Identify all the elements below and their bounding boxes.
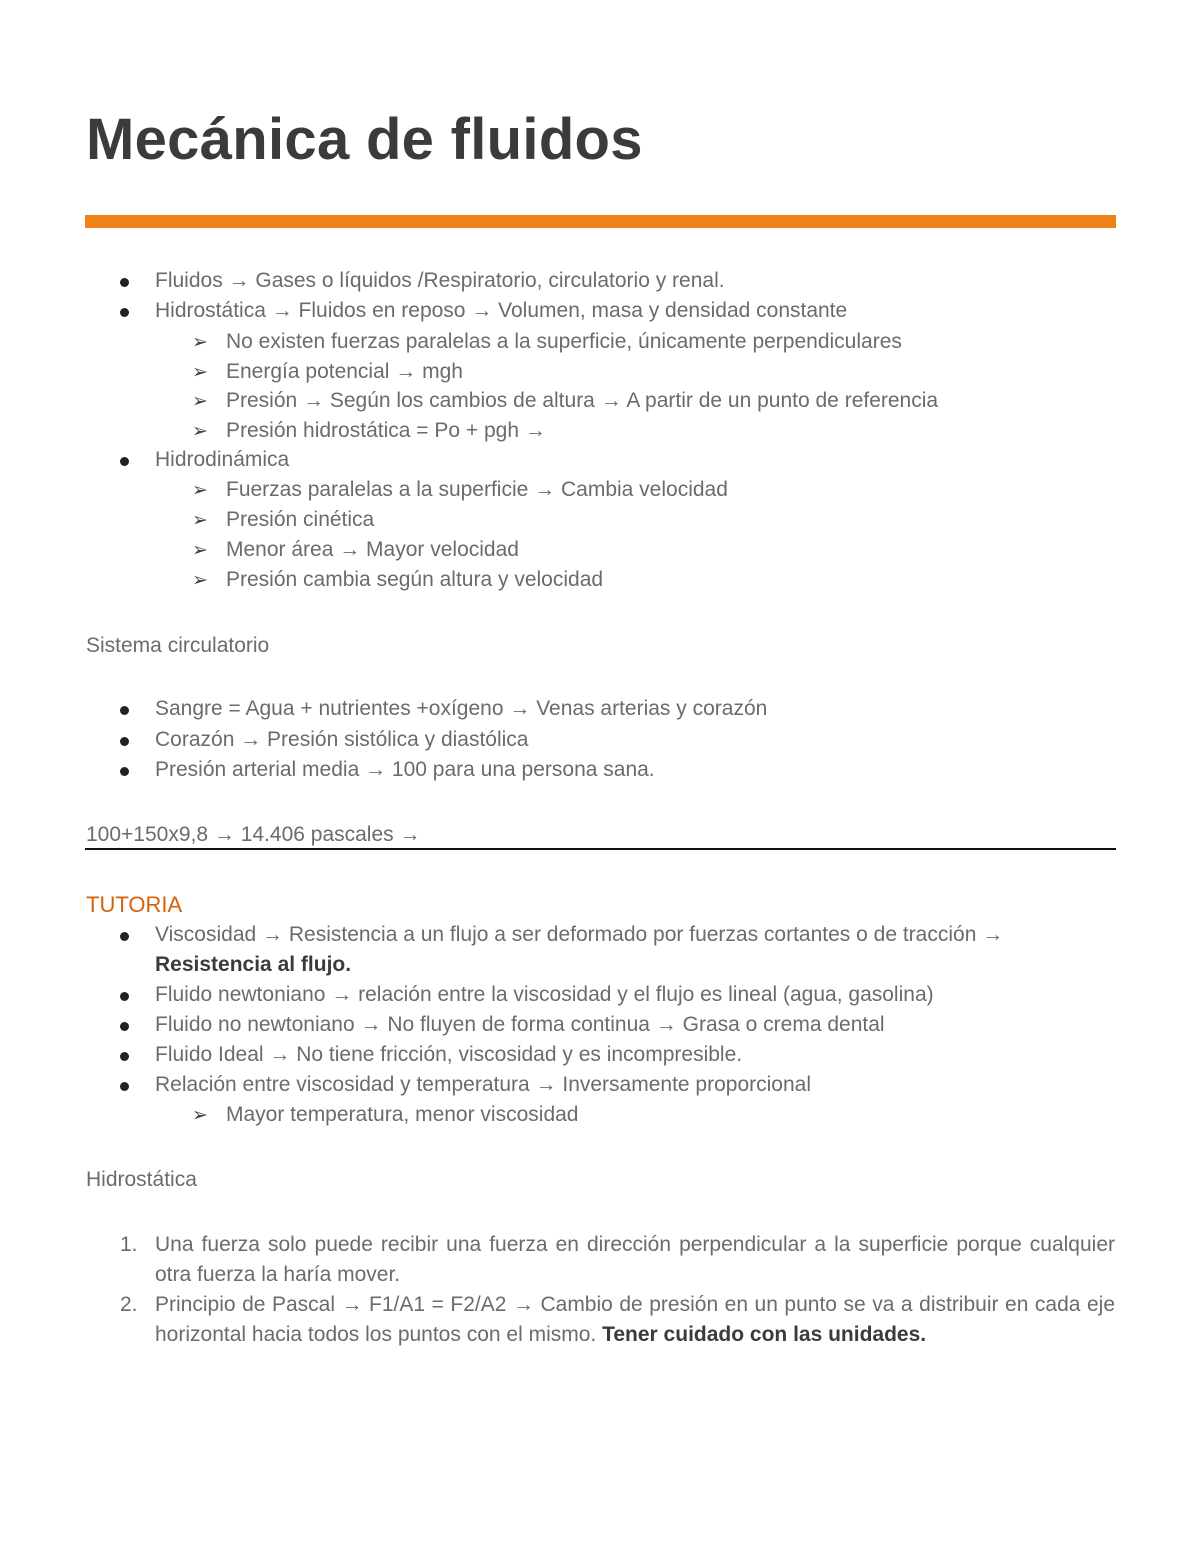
- list-item: Fluido Ideal → No tiene fricción, viscosidad y es incompresible.: [155, 1043, 743, 1066]
- arrowhead-bullet-icon: ➢: [192, 1104, 208, 1126]
- list-item: Relación entre viscosidad y temperatura → Inversamente proporcional: [155, 1073, 811, 1096]
- list-item-bold-continuation: [155, 950, 351, 980]
- sub-list-item: Presión hidrostática = Po + pgh →: [226, 419, 546, 442]
- list-item: Presión arterial media → 100 para una persona sana.: [155, 758, 655, 781]
- page-title: Mecánica de fluidos: [86, 107, 643, 172]
- arrowhead-bullet-icon: ➢: [192, 420, 208, 442]
- numbered-item: [155, 1290, 1115, 1350]
- list-number: 2.: [120, 1293, 138, 1316]
- section-heading: Sistema circulatorio: [86, 634, 270, 657]
- arrowhead-bullet-icon: ➢: [192, 539, 208, 561]
- list-number: 1.: [120, 1233, 138, 1256]
- list-item: Viscosidad → Resistencia a un flujo a ser deformado por fuerzas cortantes o de tracción →: [155, 923, 1004, 946]
- bold-text: Resistencia al flujo.: [155, 953, 352, 976]
- sub-list-item: Menor área → Mayor velocidad: [226, 538, 519, 561]
- sub-list-item: Presión → Según los cambios de altura → A partir de un punto de referencia: [226, 389, 939, 412]
- sub-list-item: Presión cinética: [226, 508, 375, 531]
- bullet-icon: [120, 992, 129, 1001]
- list-item: Fluido newtoniano → relación entre la viscosidad y el flujo es lineal (agua, gasolina): [155, 983, 934, 1006]
- list-item: Sangre = Agua + nutrientes +oxígeno → Venas arterias y corazón: [155, 697, 768, 720]
- bullet-icon: [120, 932, 129, 941]
- tutoria-heading: TUTORIA: [86, 892, 183, 917]
- section-heading: Hidrostática: [86, 1168, 197, 1191]
- sub-list-item: Mayor temperatura, menor viscosidad: [226, 1103, 579, 1126]
- list-item: Fluido no newtoniano → No fluyen de forma continua → Grasa o crema dental: [155, 1013, 885, 1036]
- sub-list-item: Fuerzas paralelas a la superficie → Cambia velocidad: [226, 478, 728, 501]
- arrowhead-bullet-icon: ➢: [192, 361, 208, 383]
- bullet-icon: [120, 737, 129, 746]
- list-item: Hidrodinámica: [155, 448, 290, 471]
- list-item: Corazón → Presión sistólica y diastólica: [155, 728, 529, 751]
- arrowhead-bullet-icon: ➢: [192, 479, 208, 501]
- bullet-icon: [120, 457, 129, 466]
- arrowhead-bullet-icon: ➢: [192, 331, 208, 353]
- sub-list-item: Energía potencial → mgh: [226, 360, 463, 383]
- numbered-item: Una fuerza solo puede recibir una fuerza en dirección perpendicular a la superficie porque cualquier otra fuerza la haría mover.: [155, 1233, 1115, 1286]
- bullet-icon: [120, 1052, 129, 1061]
- sub-list-item: No existen fuerzas paralelas a la superficie, únicamente perpendiculares: [226, 330, 902, 353]
- bullet-icon: [120, 308, 129, 317]
- bullet-icon: [120, 278, 129, 287]
- section-divider: [85, 848, 1116, 850]
- bold-text: Tener cuidado con las unidades.: [602, 1323, 927, 1346]
- bullet-icon: [120, 1022, 129, 1031]
- list-item: Fluidos → Gases o líquidos /Respiratorio, circulatorio y renal.: [155, 269, 725, 292]
- bullet-icon: [120, 1082, 129, 1091]
- sub-list-item: Presión cambia según altura y velocidad: [226, 568, 604, 591]
- arrowhead-bullet-icon: ➢: [192, 569, 208, 591]
- arrowhead-bullet-icon: ➢: [192, 509, 208, 531]
- title-underline: [85, 215, 1116, 228]
- list-item: Hidrostática → Fluidos en reposo → Volumen, masa y densidad constante: [155, 299, 848, 322]
- formula-text: 100+150x9,8 → 14.406 pascales →: [86, 823, 421, 846]
- numbered-item-text: Principio de Pascal → F1/A1 = F2/A2 → Cambio de presión en un punto se va a distribuir en cada eje horizontal hacia todos los puntos con el mismo.: [155, 1293, 1115, 1346]
- arrowhead-bullet-icon: ➢: [192, 390, 208, 412]
- bullet-icon: [120, 706, 129, 715]
- bullet-icon: [120, 767, 129, 776]
